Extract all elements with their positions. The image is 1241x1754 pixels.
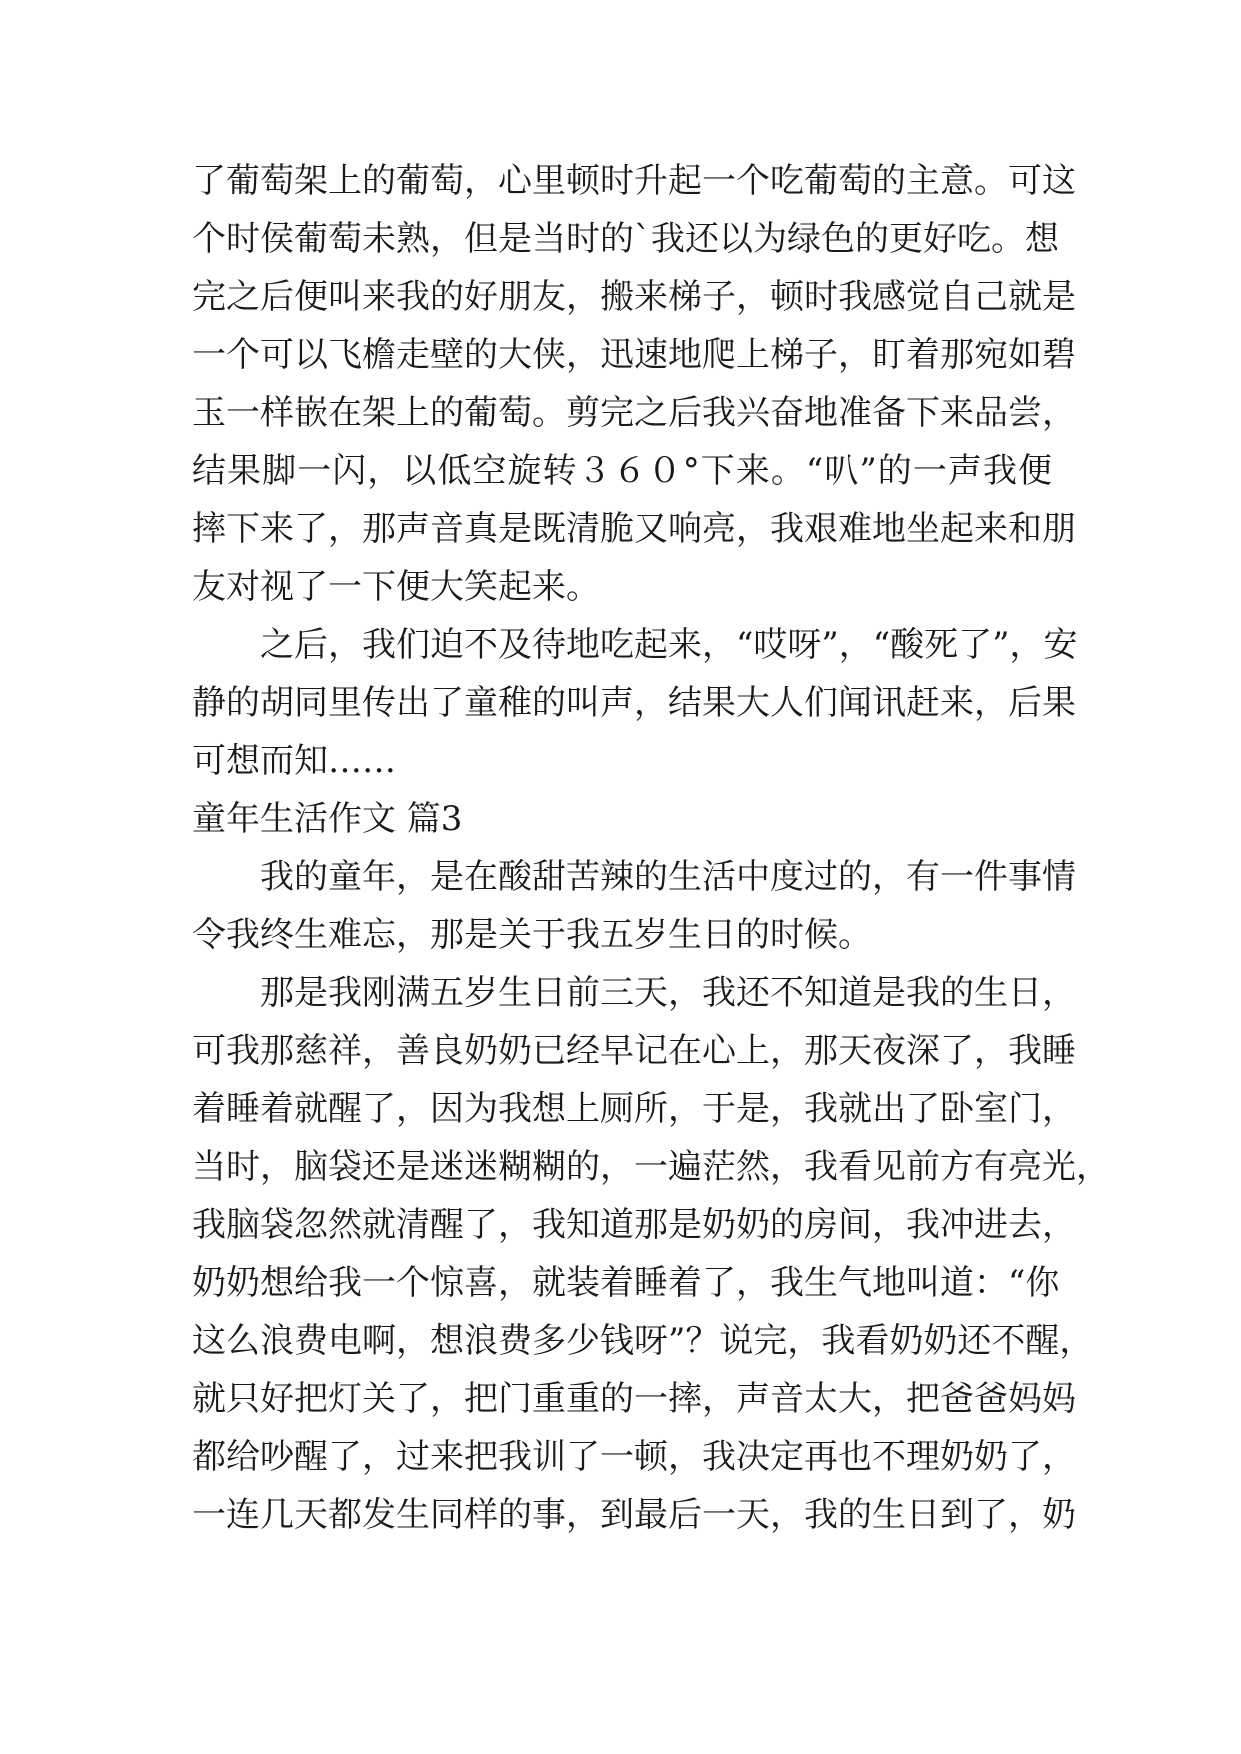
text-line: 我脑袋忽然就清醒了，我知道那是奶奶的房间，我冲进去， bbox=[192, 1205, 1076, 1245]
text-line: 完之后便叫来我的好朋友，搬来梯子，顿时我感觉自己就是 bbox=[192, 277, 1076, 317]
text-line: 静的胡同里传出了童稚的叫声，结果大人们闻讯赶来，后果 bbox=[192, 683, 1076, 723]
text-line: 友对视了一下便大笑起来。 bbox=[192, 567, 600, 607]
text-line: 这么浪费电啊，想浪费多少钱呀”？说完，我看奶奶还不醒， bbox=[192, 1321, 1094, 1361]
paragraph bbox=[192, 964, 1110, 1544]
section-heading: 童年生活作文 篇3 bbox=[192, 799, 463, 839]
document-body bbox=[192, 152, 1110, 1544]
text-line: 玉一样嵌在架上的葡萄。剪完之后我兴奋地准备下来品尝， bbox=[192, 393, 1076, 433]
text-line: 一个可以飞檐走壁的大侠，迅速地爬上梯子，盯着那宛如碧 bbox=[192, 335, 1076, 375]
text-line: 之后，我们迫不及待地吃起来，“哎呀”，“酸死了”，安 bbox=[260, 625, 1078, 665]
text-line: 我的童年，是在酸甜苦辣的生活中度过的，有一件事情 bbox=[260, 857, 1076, 897]
text-line: 了葡萄架上的葡萄，心里顿时升起一个吃葡萄的主意。可这 bbox=[192, 161, 1076, 201]
text-line: 那是我刚满五岁生日前三天，我还不知道是我的生日， bbox=[260, 973, 1076, 1013]
text-line: 都给吵醒了，过来把我训了一顿，我决定再也不理奶奶了， bbox=[192, 1437, 1076, 1477]
text-line: 可想而知…… bbox=[192, 741, 396, 781]
paragraph bbox=[192, 152, 1076, 616]
paragraph bbox=[192, 848, 1076, 964]
text-line: 一连几天都发生同样的事，到最后一天，我的生日到了，奶 bbox=[192, 1495, 1076, 1535]
text-line: 可我那慈祥，善良奶奶已经早记在心上，那天夜深了，我睡 bbox=[192, 1031, 1076, 1071]
text-line: 个时侯葡萄未熟，但是当时的`我还以为绿色的更好吃。想 bbox=[192, 219, 1059, 259]
text-line: 着睡着就醒了，因为我想上厕所，于是，我就出了卧室门， bbox=[192, 1089, 1076, 1129]
text-line: 结果脚一闪，以低空旋转３６０°下来。“叭”的一声我便 bbox=[192, 451, 1052, 491]
text-line: 就只好把灯关了，把门重重的一摔，声音太大，把爸爸妈妈 bbox=[192, 1379, 1076, 1419]
text-line: 摔下来了，那声音真是既清脆又响亮，我艰难地坐起来和朋 bbox=[192, 509, 1076, 549]
text-line: 奶奶想给我一个惊喜，就装着睡着了，我生气地叫道：“你 bbox=[192, 1263, 1060, 1303]
text-line: 当时，脑袋还是迷迷糊糊的，一遍茫然，我看见前方有亮光， bbox=[192, 1147, 1110, 1187]
text-line: 令我终生难忘，那是关于我五岁生日的时候。 bbox=[192, 915, 872, 955]
paragraph bbox=[192, 616, 1078, 790]
